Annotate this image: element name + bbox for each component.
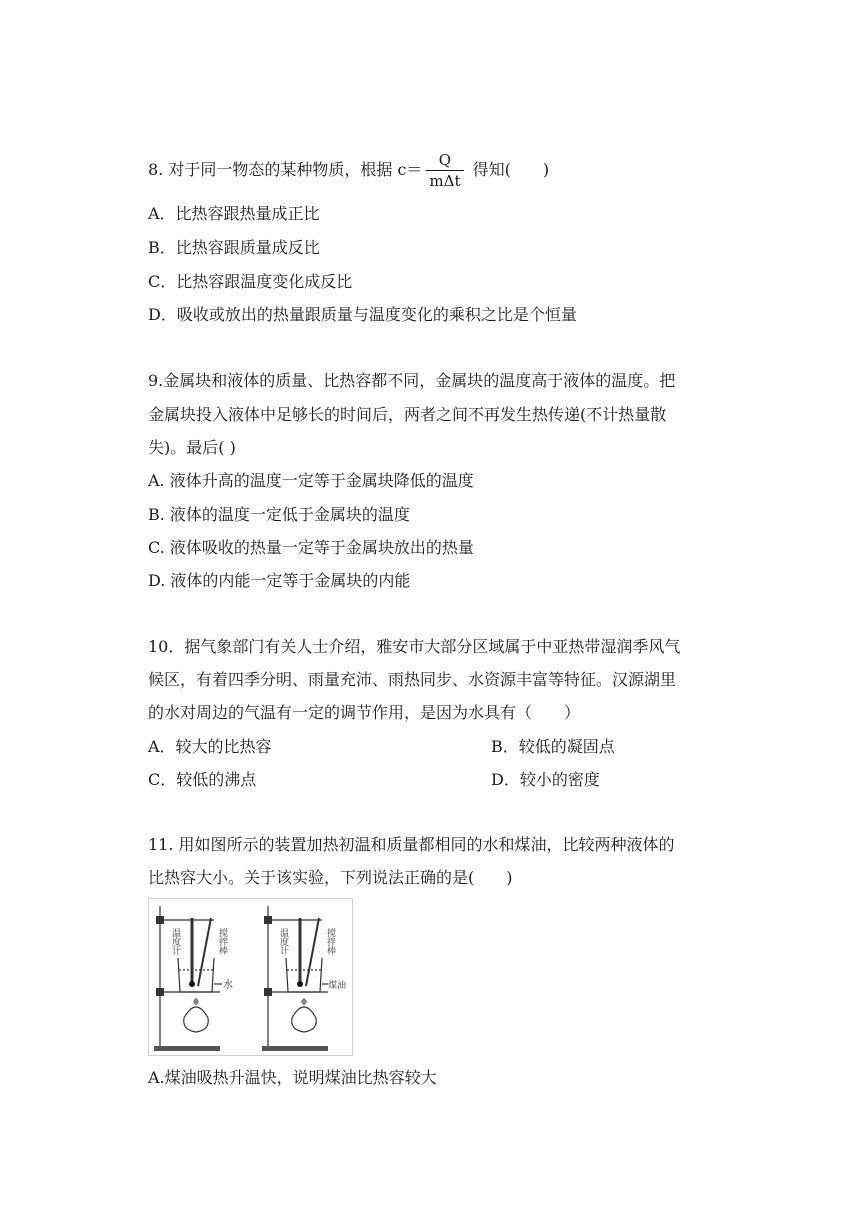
- q9-option-c: C. 液体吸收的热量一定等于金属块放出的热量: [148, 538, 474, 557]
- q11-option-a: A.煤油吸热升温快，说明煤油比热容较大: [148, 1068, 437, 1087]
- left-stand-base: [154, 1046, 220, 1051]
- left-label-thermometer: 温度计: [170, 928, 180, 955]
- q10-stem-line-3: 的水对周边的气温有一定的调节作用，是因为水具有（ ）: [148, 703, 581, 722]
- q9-stem-line-3: 失)。最后( ): [148, 438, 236, 457]
- right-label-kerosene: 煤油: [328, 981, 347, 991]
- left-label-water: 水: [223, 980, 233, 991]
- q9-stem-line-1: 9.金属块和液体的质量、比热容都不同，金属块的温度高于液体的温度。把: [148, 371, 676, 390]
- left-ring-knob: [156, 988, 164, 996]
- left-thermometer-bulb: [189, 981, 195, 987]
- q8-formula-numerator: Q: [426, 152, 463, 171]
- q8-option-b: B．比热容跟质量成反比: [148, 238, 320, 257]
- q10-option-b: B．较低的凝固点: [491, 737, 615, 756]
- q8-formula-fraction: [426, 152, 463, 189]
- q9-option-a: A. 液体升高的温度一定等于金属块降低的温度: [148, 471, 474, 490]
- q8-option-d: D．吸收或放出的热量跟质量与温度变化的乘积之比是个恒量: [148, 305, 577, 324]
- right-label-thermometer: 温度计: [278, 928, 288, 955]
- q10-stem-line-2: 候区，有着四季分明、雨量充沛、雨热同步、水资源丰富等特征。汉源湖里: [148, 670, 677, 689]
- right-thermometer-bulb: [297, 981, 303, 987]
- left-label-stirrer: 搅拌棒: [217, 928, 227, 955]
- q9-stem-line-2: 金属块投入液体中足够长的时间后，两者之间不再发生热传递(不计热量散: [148, 405, 667, 424]
- q8-stem: [148, 150, 549, 190]
- q10-option-c: C．较低的沸点: [148, 770, 257, 789]
- q10-option-d: D．较小的密度: [491, 770, 600, 789]
- q11-apparatus-figure: [148, 898, 353, 1056]
- q8-stem-prefix: 8. 对于同一物态的某种物质，根据 c＝: [148, 160, 423, 179]
- q11-stem-line-2: 比热容大小。关于该实验，下列说法正确的是( ): [148, 868, 513, 887]
- apparatus-drawing: [148, 898, 353, 1056]
- q8-stem-suffix: 得知( ): [467, 160, 550, 179]
- right-ring-knob: [264, 988, 272, 996]
- q9-option-d: D. 液体的内能一定等于金属块的内能: [148, 571, 411, 590]
- q9-option-b: B. 液体的温度一定低于金属块的温度: [148, 505, 410, 524]
- right-label-stirrer: 搅拌棒: [325, 928, 335, 955]
- right-clamp-knob: [264, 916, 272, 924]
- q10-stem-line-1: 10．据气象部门有关人士介绍，雅安市大部分区域属于中亚热带湿润季风气: [148, 637, 681, 656]
- q10-option-a: A．较大的比热容: [148, 737, 272, 756]
- right-stand-base: [262, 1046, 328, 1051]
- q8-option-a: A．比热容跟热量成正比: [148, 204, 320, 223]
- left-clamp-knob: [156, 916, 164, 924]
- q11-stem-line-1: 11. 用如图所示的装置加热初温和质量都相同的水和煤油，比较两种液体的: [148, 835, 675, 854]
- q8-formula-denominator: mΔt: [429, 172, 461, 190]
- q8-option-c: C．比热容跟温度变化成反比: [148, 272, 353, 291]
